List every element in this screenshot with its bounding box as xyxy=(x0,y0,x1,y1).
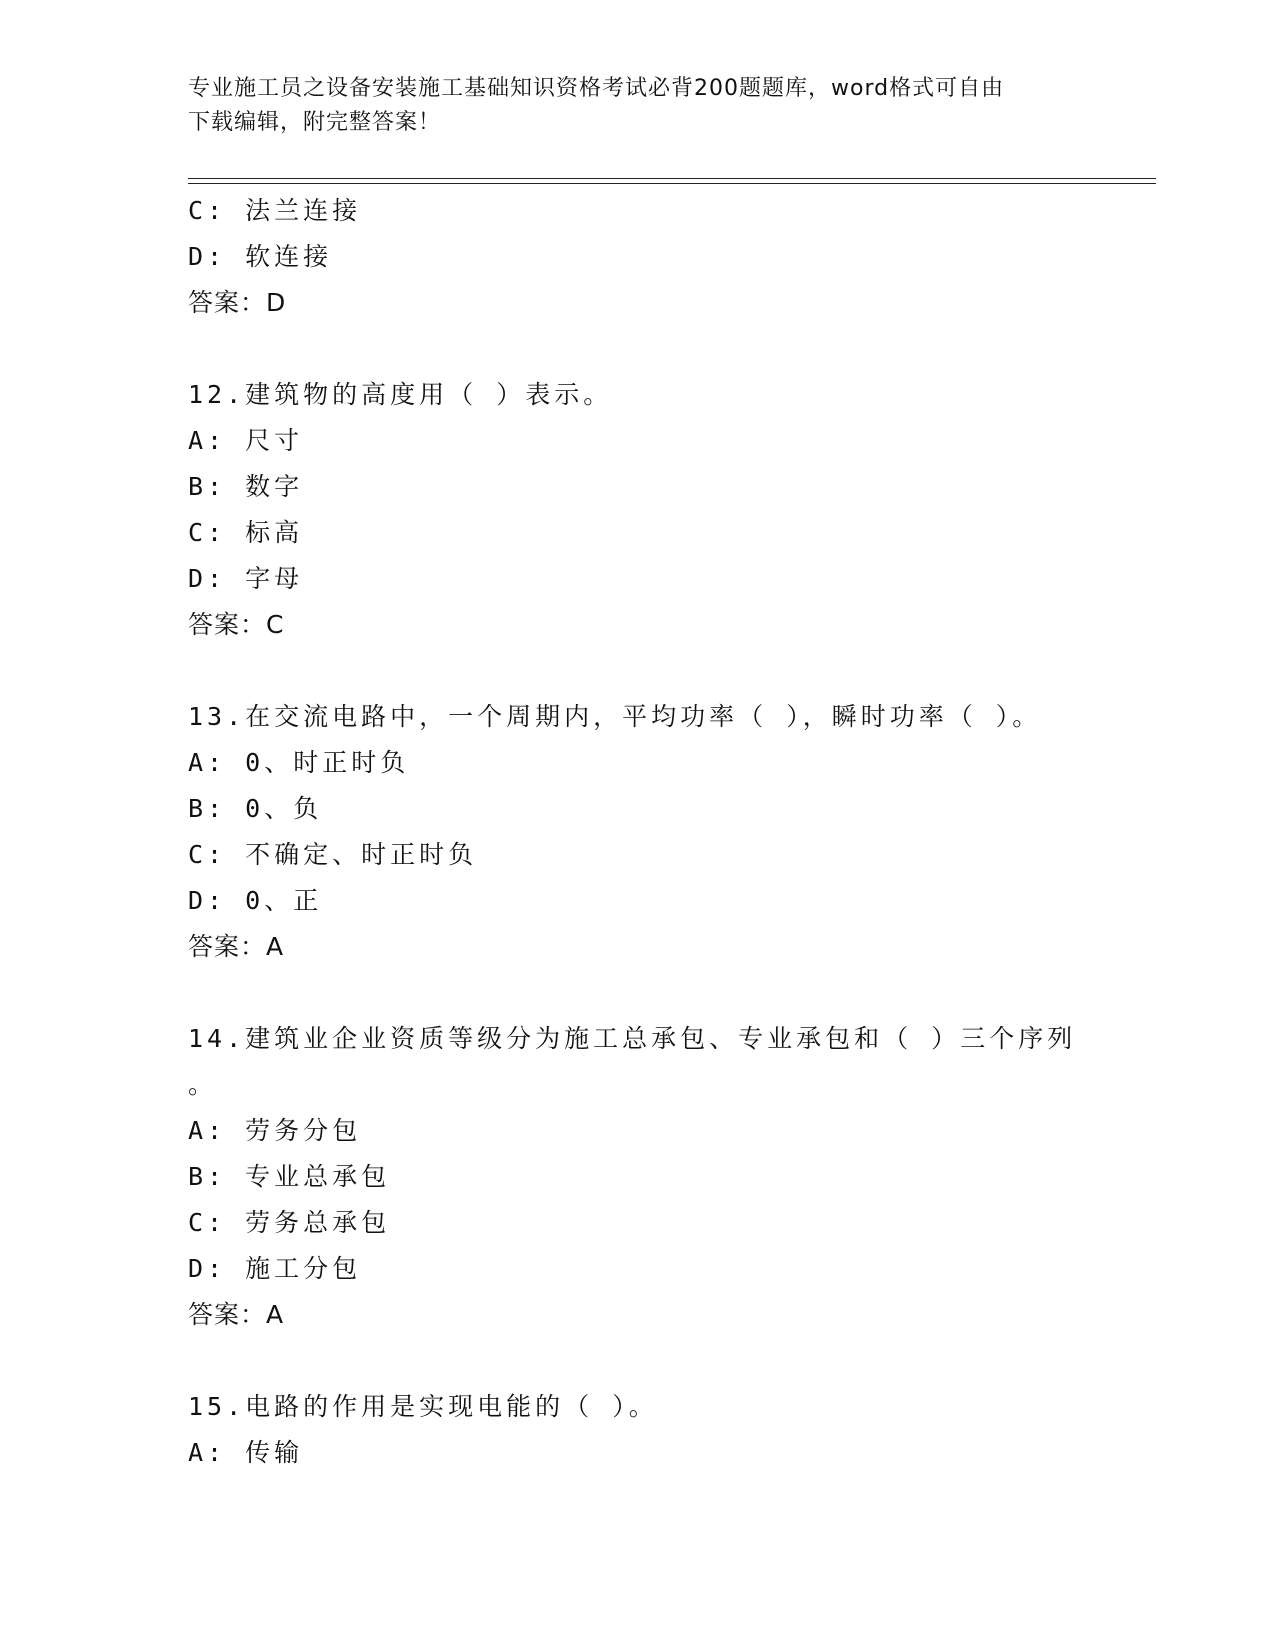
question-stem: 12.建筑物的高度用（ ）表示。 xyxy=(188,380,613,409)
option-d: D: 施工分包 xyxy=(188,1254,362,1283)
option-d: D: 字母 xyxy=(188,564,304,593)
answer: 答案：A xyxy=(188,932,285,961)
option-a: A: 0、时正时负 xyxy=(188,748,410,777)
option-c: C: 不确定、时正时负 xyxy=(188,840,478,869)
spacer xyxy=(188,970,1088,1016)
question-14 xyxy=(188,1016,1088,1338)
spacer xyxy=(188,648,1088,694)
option-c: C: 劳务总承包 xyxy=(188,1208,391,1237)
option-d: D: 0、正 xyxy=(188,886,323,915)
question-11-continued xyxy=(188,188,1088,326)
spacer xyxy=(188,326,1088,372)
question-stem: 13.在交流电路中，一个周期内，平均功率（ ），瞬时功率（ ）。 xyxy=(188,702,1042,731)
header-divider-bottom xyxy=(188,183,1156,184)
question-12 xyxy=(188,372,1088,648)
answer: 答案：D xyxy=(188,288,287,317)
option-b: B: 数字 xyxy=(188,472,304,501)
option-d: D: 软连接 xyxy=(188,242,333,271)
option-b: B: 0、负 xyxy=(188,794,323,823)
option-c: C: 法兰连接 xyxy=(188,196,362,225)
question-stem: 15.电路的作用是实现电能的（ ）。 xyxy=(188,1392,658,1421)
header-divider-top xyxy=(188,178,1156,179)
option-c: C: 标高 xyxy=(188,518,304,547)
answer: 答案：A xyxy=(188,1300,285,1329)
answer: 答案：C xyxy=(188,610,285,639)
question-15 xyxy=(188,1384,1088,1476)
spacer xyxy=(188,1338,1088,1384)
question-stem-continuation: 。 xyxy=(188,1070,214,1099)
header-line-2: 下载编辑，附完整答案！ xyxy=(188,110,442,135)
option-b: B: 专业总承包 xyxy=(188,1162,391,1191)
question-13 xyxy=(188,694,1088,970)
option-a: A: 传输 xyxy=(188,1438,304,1467)
option-a: A: 尺寸 xyxy=(188,426,304,455)
document-header xyxy=(188,72,1088,140)
header-line-1: 专业施工员之设备安装施工基础知识资格考试必背200题题库，word格式可自由 xyxy=(188,76,1005,101)
question-list xyxy=(188,188,1088,1476)
option-a: A: 劳务分包 xyxy=(188,1116,362,1145)
question-stem: 14.建筑业企业资质等级分为施工总承包、专业承包和（ ）三个序列 xyxy=(188,1024,1077,1053)
